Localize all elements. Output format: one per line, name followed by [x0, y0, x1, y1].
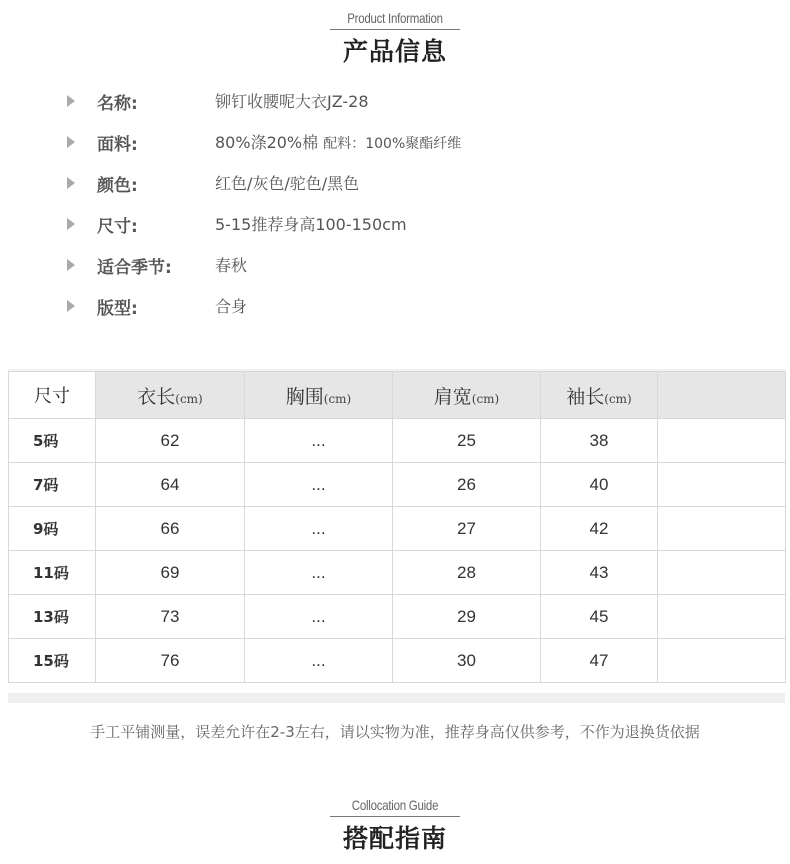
table-cell: 76 [96, 639, 245, 683]
info-value: 5-15推荐身高100-150cm [215, 215, 407, 234]
table-header-cell: 尺寸 [9, 372, 96, 419]
table-cell: 26 [393, 463, 541, 507]
table-row [9, 639, 786, 683]
triangle-bullet-icon [67, 259, 75, 271]
table-cell: 7码 [9, 463, 96, 507]
table-header-cell [658, 372, 786, 419]
triangle-bullet-icon [67, 136, 75, 148]
size-table [8, 371, 786, 683]
info-label: 适合季节: [97, 258, 172, 278]
table-cell: 25 [393, 419, 541, 463]
table-cell: 66 [96, 507, 245, 551]
table-cell: ... [245, 419, 393, 463]
table-cell: 47 [541, 639, 658, 683]
table-cell [658, 551, 786, 595]
info-row-fabric [0, 130, 790, 170]
info-value: 红色/灰色/驼色/黑色 [215, 174, 360, 193]
table-cell: 13码 [9, 595, 96, 639]
info-value: 春秋 [215, 256, 248, 275]
info-row-season [0, 253, 790, 293]
table-cell: ... [245, 595, 393, 639]
heading-divider [330, 29, 460, 30]
table-cell: 9码 [9, 507, 96, 551]
table-cell: 45 [541, 595, 658, 639]
table-header-cell: 袖长(cm) [541, 372, 658, 419]
table-cell [658, 507, 786, 551]
triangle-bullet-icon [67, 218, 75, 230]
collocation-heading [0, 797, 790, 855]
table-cell: ... [245, 551, 393, 595]
table-cell [658, 595, 786, 639]
product-info-heading-cn: 产品信息 [342, 37, 447, 66]
info-value: 80%涤20%棉 配料：100%聚酯纤维 [215, 133, 462, 152]
info-value-extra: 配料：100%聚酯纤维 [323, 136, 462, 152]
info-row-color [0, 171, 790, 211]
info-label: 名称: [97, 94, 138, 114]
info-row-size [0, 212, 790, 252]
table-cell [658, 463, 786, 507]
table-cell [658, 639, 786, 683]
table-cell: ... [245, 507, 393, 551]
triangle-bullet-icon [67, 177, 75, 189]
table-row [9, 419, 786, 463]
table-header-row [9, 372, 786, 419]
table-cell: 30 [393, 639, 541, 683]
table-cell: 28 [393, 551, 541, 595]
table-cell: 43 [541, 551, 658, 595]
table-cell: ... [245, 463, 393, 507]
table-row [9, 551, 786, 595]
table-header-cell: 衣长(cm) [96, 372, 245, 419]
heading-divider [330, 816, 460, 817]
table-cell: 42 [541, 507, 658, 551]
table-cell: 27 [393, 507, 541, 551]
info-label: 颜色: [97, 176, 138, 196]
triangle-bullet-icon [67, 95, 75, 107]
table-cell: 40 [541, 463, 658, 507]
info-value: 铆钉收腰呢大衣JZ-28 [215, 92, 369, 111]
table-cell: 29 [393, 595, 541, 639]
triangle-bullet-icon [67, 300, 75, 312]
table-cell: 73 [96, 595, 245, 639]
measurement-note: 手工平铺测量，误差允许在2-3左右，请以实物为准，推荐身高仅供参考，不作为退换货依据 [90, 723, 700, 741]
table-row [9, 463, 786, 507]
info-value: 合身 [215, 297, 248, 316]
table-cell: 5码 [9, 419, 96, 463]
table-cell: 38 [541, 419, 658, 463]
table-cell: 64 [96, 463, 245, 507]
table-cell: 62 [96, 419, 245, 463]
product-info-heading [0, 10, 790, 68]
table-row [9, 507, 786, 551]
product-info-heading-en: Product Information [347, 10, 443, 26]
info-row-name [0, 89, 790, 129]
info-label: 版型: [97, 299, 138, 319]
collocation-heading-cn: 搭配指南 [342, 824, 447, 853]
table-header-cell: 胸围(cm) [245, 372, 393, 419]
table-bottom-bar [8, 693, 785, 703]
table-cell: 69 [96, 551, 245, 595]
info-label: 尺寸: [97, 217, 138, 237]
table-cell: 11码 [9, 551, 96, 595]
collocation-heading-en: Collocation Guide [351, 797, 439, 813]
table-header-cell: 肩宽(cm) [393, 372, 541, 419]
table-cell [658, 419, 786, 463]
table-cell: 15码 [9, 639, 96, 683]
info-label: 面料: [97, 135, 138, 155]
info-row-fit [0, 294, 790, 334]
table-row [9, 595, 786, 639]
table-cell: ... [245, 639, 393, 683]
